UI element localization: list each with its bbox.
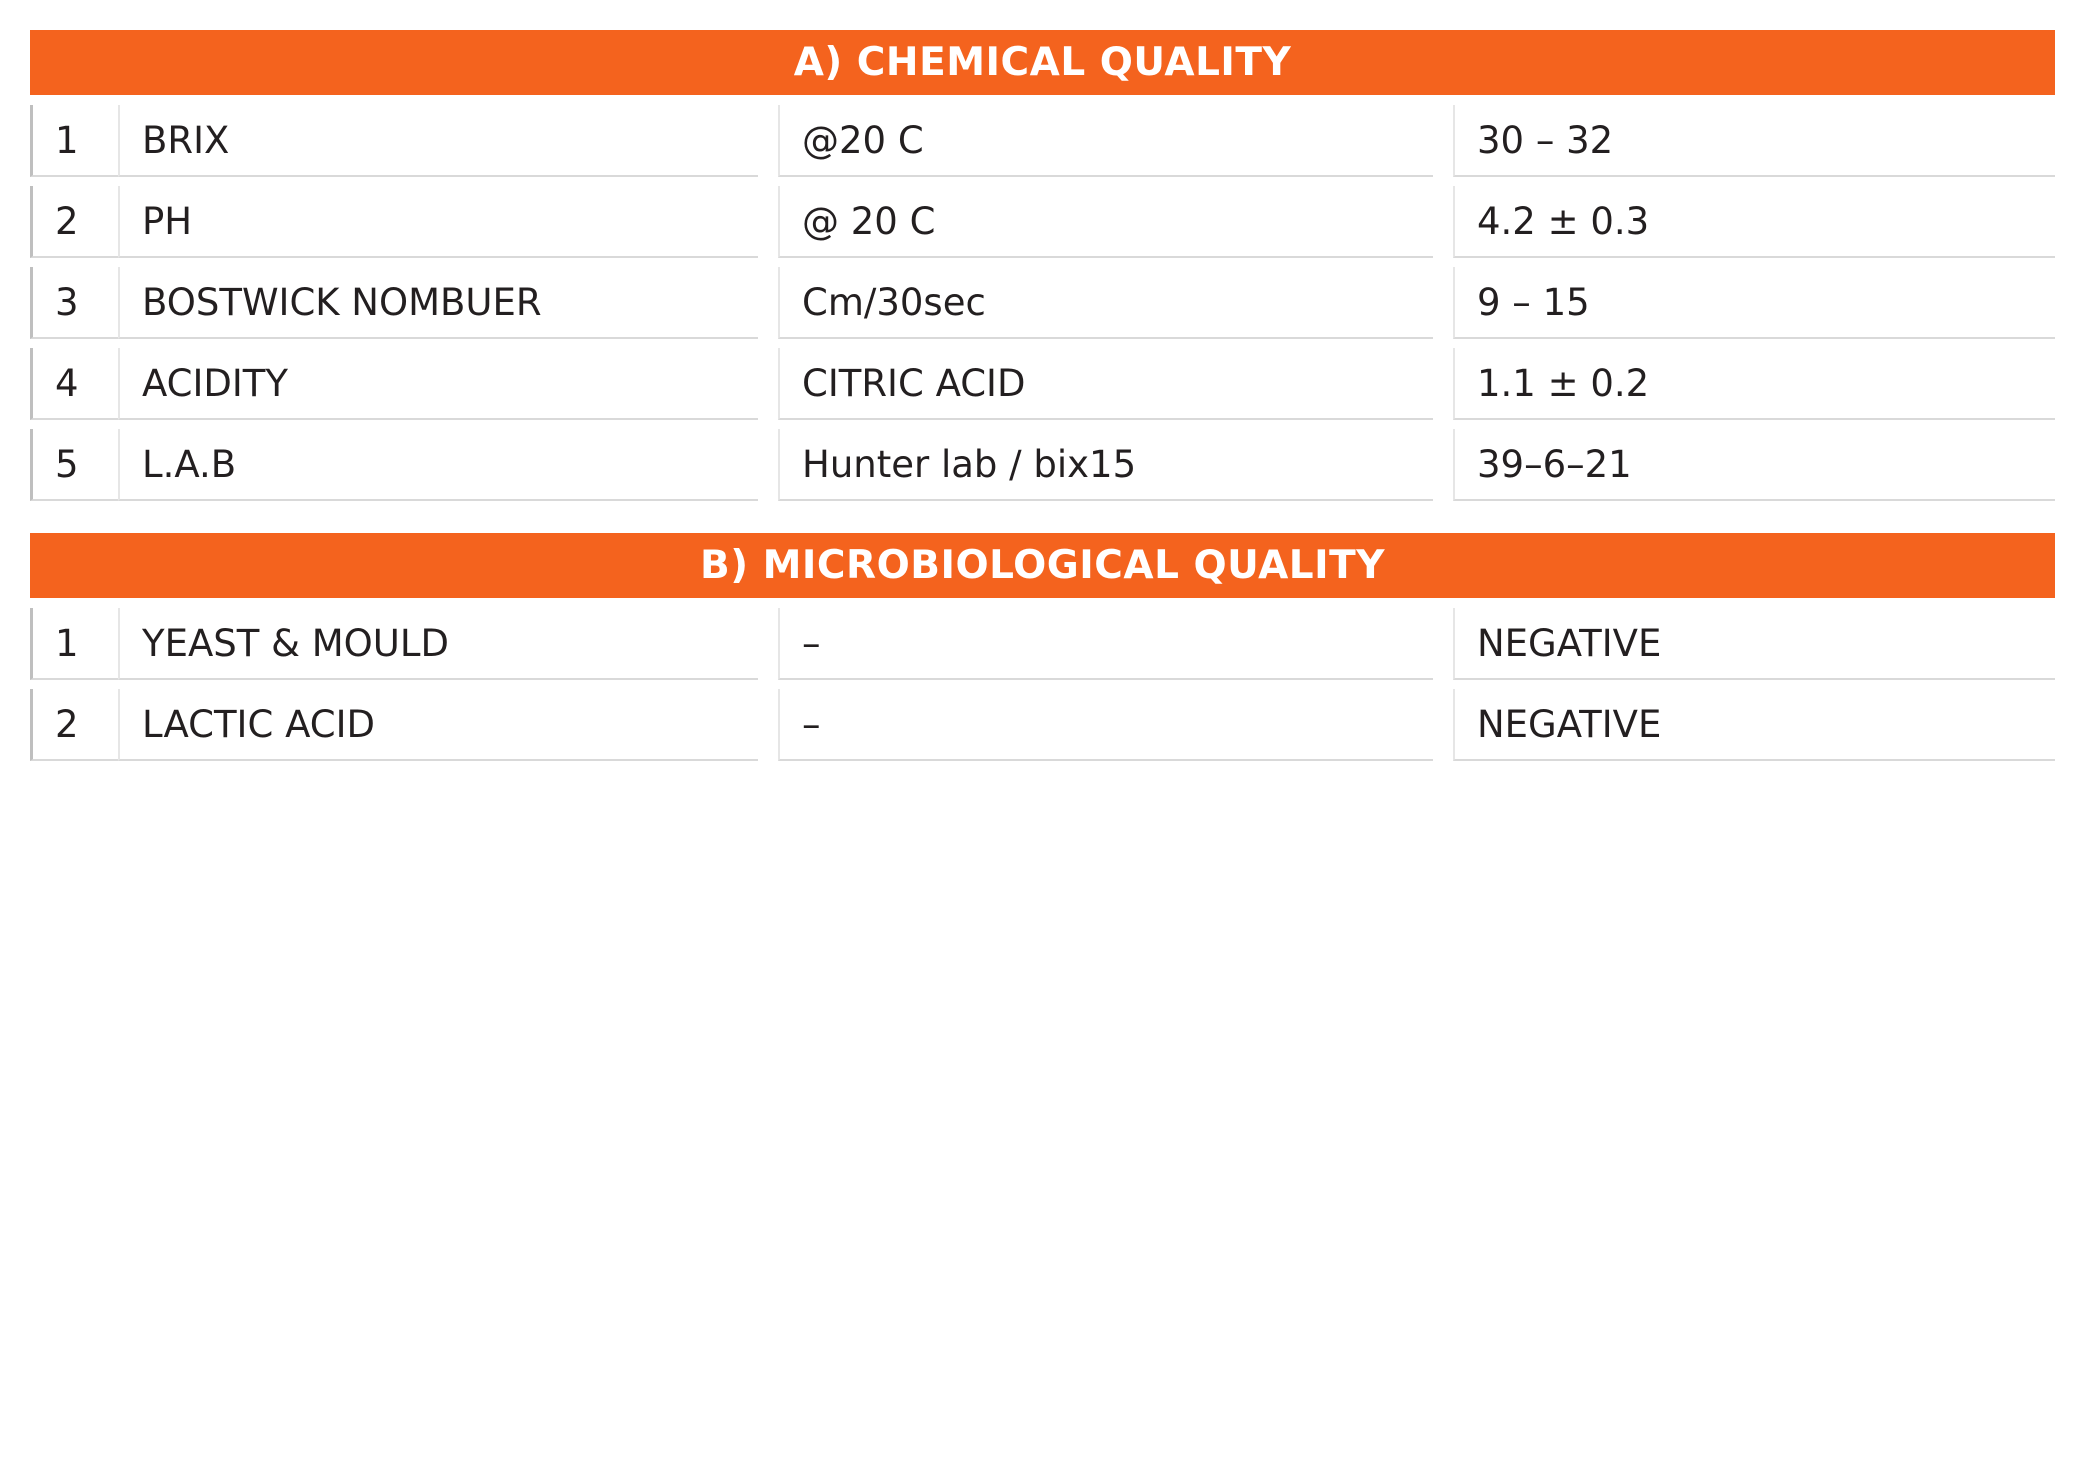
row-specification: 39–6–21 — [1453, 429, 2055, 501]
section-header-chemical-quality: A) CHEMICAL QUALITY — [30, 30, 2055, 95]
row-method: Cm/30sec — [778, 267, 1433, 339]
row-method: CITRIC ACID — [778, 348, 1433, 420]
row-parameter: L.A.B — [118, 429, 758, 501]
row-index: 3 — [30, 267, 118, 339]
row-method: @20 C — [778, 105, 1433, 177]
row-index: 2 — [30, 186, 118, 258]
row-index: 5 — [30, 429, 118, 501]
row-index: 4 — [30, 348, 118, 420]
row-parameter: ACIDITY — [118, 348, 758, 420]
row-specification: NEGATIVE — [1453, 608, 2055, 680]
row-parameter: LACTIC ACID — [118, 689, 758, 761]
row-specification: 4.2 ± 0.3 — [1453, 186, 2055, 258]
row-index: 1 — [30, 608, 118, 680]
table-row — [30, 429, 2055, 501]
row-specification: 1.1 ± 0.2 — [1453, 348, 2055, 420]
row-parameter: PH — [118, 186, 758, 258]
row-specification: 30 – 32 — [1453, 105, 2055, 177]
row-parameter: YEAST & MOULD — [118, 608, 758, 680]
row-method: Hunter lab / bix15 — [778, 429, 1433, 501]
section-header-microbiological-quality: B) MICROBIOLOGICAL QUALITY — [30, 533, 2055, 598]
row-parameter: BOSTWICK NOMBUER — [118, 267, 758, 339]
table-row — [30, 348, 2055, 420]
table-row — [30, 186, 2055, 258]
table-row — [30, 267, 2055, 339]
row-specification: NEGATIVE — [1453, 689, 2055, 761]
table-row — [30, 105, 2055, 177]
row-index: 1 — [30, 105, 118, 177]
row-method: @ 20 C — [778, 186, 1433, 258]
table-row — [30, 689, 2055, 761]
row-method: – — [778, 608, 1433, 680]
table-row — [30, 608, 2055, 680]
row-parameter: BRIX — [118, 105, 758, 177]
row-index: 2 — [30, 689, 118, 761]
row-method: – — [778, 689, 1433, 761]
row-specification: 9 – 15 — [1453, 267, 2055, 339]
